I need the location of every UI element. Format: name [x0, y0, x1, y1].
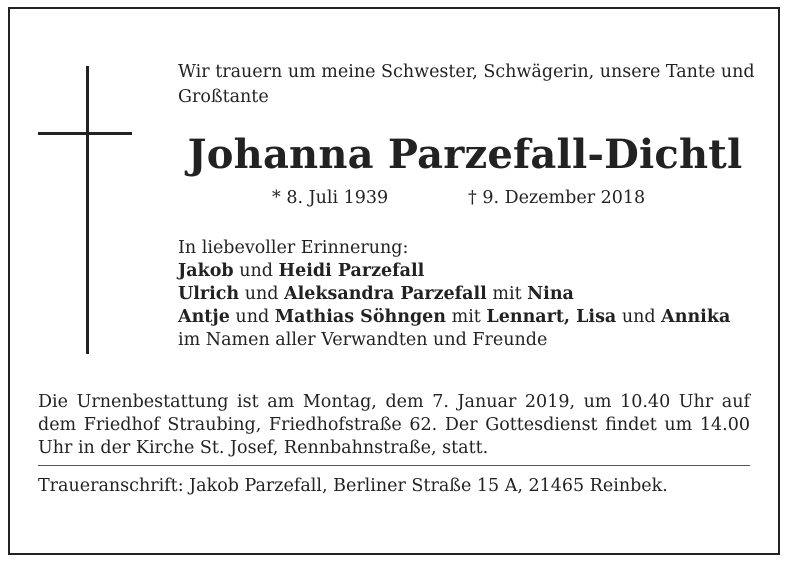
mourners-block [178, 237, 768, 352]
connector-text: und [239, 284, 285, 304]
ceremony-info: Die Urnenbestattung ist am Montag, dem 7. Januar 2019, um 10.40 Uhr auf dem Friedhof Straubing, Friedhofstraße 62. Der Gottesdienst findet um 14.00 Uhr in der Kirche St. Josef, Rennbahnstraße, statt. [38, 392, 750, 458]
death-date: † 9. Dezember 2018 [468, 188, 646, 208]
connector-text: und [616, 307, 662, 327]
mourner-name: Ulrich [178, 284, 240, 304]
cross-vertical-bar [86, 66, 89, 354]
deceased-name: Johanna Parzefall-Dichtl [187, 131, 743, 178]
mourner-name: Aleksandra Parzefall [284, 284, 487, 304]
connector-text: und [229, 307, 275, 327]
connector-text: und [233, 261, 279, 281]
mourners-closing: im Namen aller Verwandten und Freunde [178, 330, 548, 350]
mourners-heading: In liebevoller Erinnerung: [178, 238, 409, 258]
connector-text: mit [486, 284, 528, 304]
mourner-name: Mathias Söhngen [274, 307, 447, 327]
mourner-line-1 [178, 260, 768, 283]
mourner-name: Lennart, Lisa [486, 307, 617, 327]
birth-date: * 8. Juli 1939 [272, 188, 389, 208]
condolence-address: Traueranschrift: Jakob Parzefall, Berliner Straße 15 A, 21465 Reinbek. [38, 476, 668, 496]
mourner-name: Heidi Parzefall [278, 261, 425, 281]
cross-horizontal-bar [38, 132, 132, 135]
connector-text: mit [446, 307, 487, 327]
intro-text: Wir trauern um meine Schwester, Schwägerin, unsere Tante und Großtante [178, 62, 755, 107]
mourner-name: Antje [178, 307, 230, 327]
divider-line [38, 465, 750, 466]
mourner-line-3 [178, 306, 768, 329]
mourner-name: Annika [661, 307, 731, 327]
mourner-name: Nina [527, 284, 574, 304]
mourner-name: Jakob [178, 261, 234, 281]
mourner-line-2 [178, 283, 768, 306]
